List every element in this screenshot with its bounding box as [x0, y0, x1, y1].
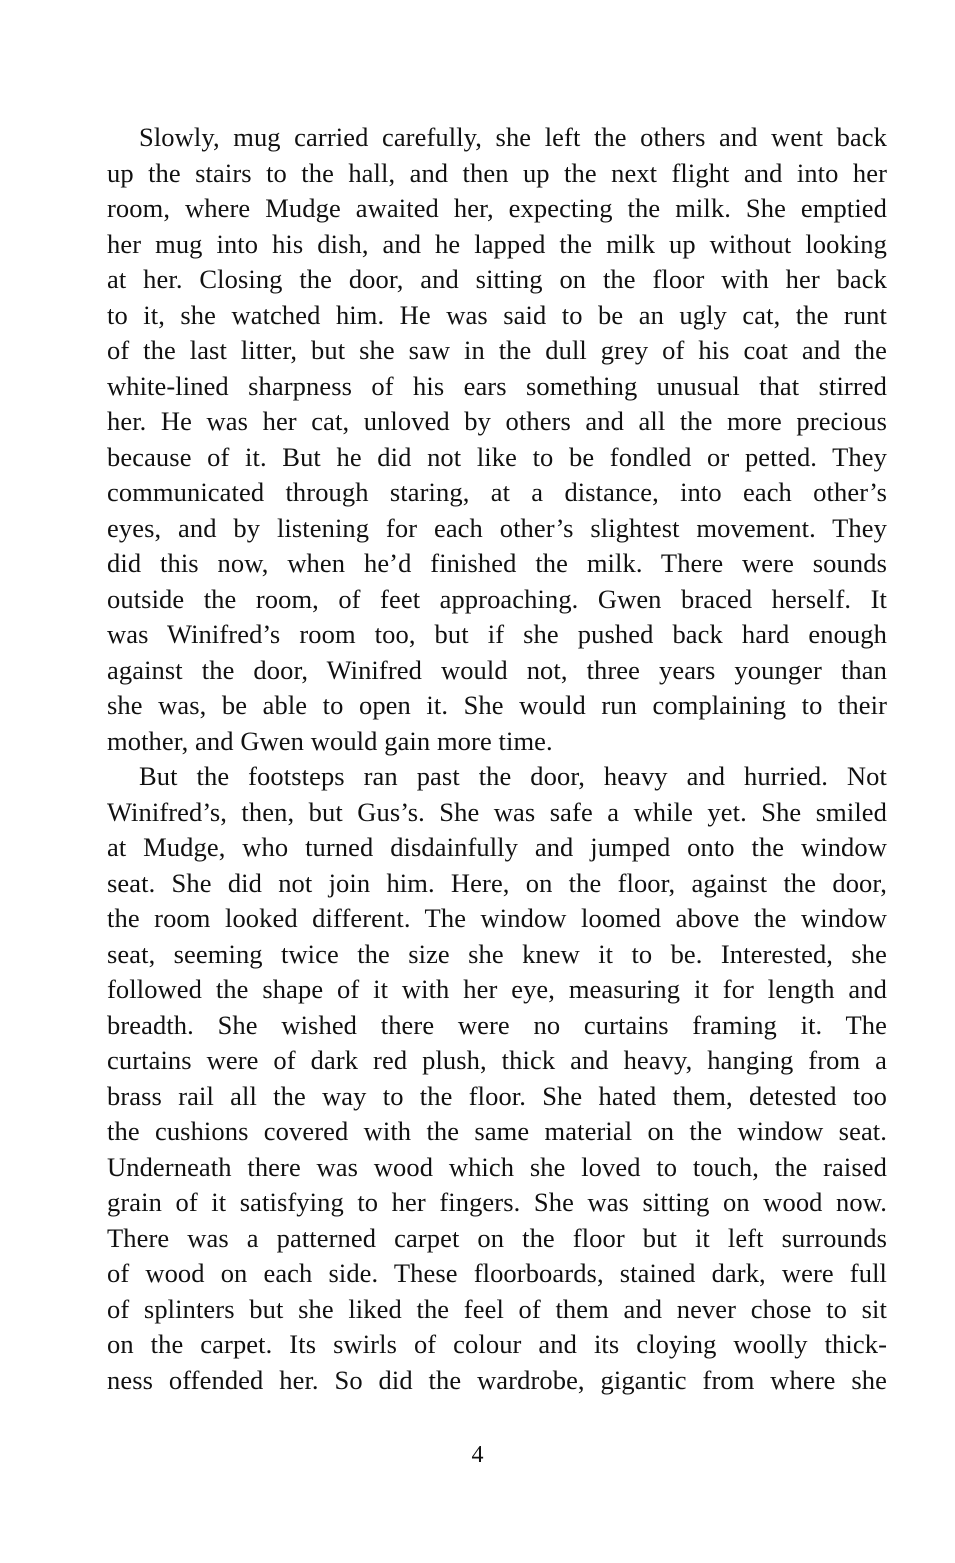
text-line: was Winifred’s room too, but if she pushed back hard enough	[107, 619, 887, 649]
text-line: at Mudge, who turned disdainfully and jumped onto the window	[107, 832, 887, 862]
text-line: room, where Mudge awaited her, expecting the milk. She emptied	[107, 193, 887, 223]
text-line: communicated through staring, at a distance, into each other’s	[107, 477, 887, 507]
text-line: at her. Closing the door, and sitting on the floor with her back	[107, 264, 887, 294]
text-line: seat, seeming twice the size she knew it to be. Interested, she	[107, 938, 887, 969]
text-line: Underneath there was wood which she loved to touch, the raised	[107, 1151, 887, 1182]
text-line: to it, she watched him. He was said to be an ugly cat, the runt	[107, 299, 887, 330]
text-line: because of it. But he did not like to be fondled or petted. They	[107, 441, 887, 472]
text-line: of the last litter, but she saw in the dull grey of his coat and the	[107, 335, 887, 365]
page-number: 4	[471, 1442, 484, 1468]
text-line: on the carpet. Its swirls of colour and its cloying woolly thick-	[107, 1329, 887, 1359]
text-line: brass rail all the way to the floor. She hated them, detested too	[107, 1080, 887, 1111]
text-line: against the door, Winifred would not, three years younger than	[107, 654, 887, 685]
text-line: Winifred’s, then, but Gus’s. She was safe a while yet. She smiled	[107, 796, 887, 827]
text-line: followed the shape of it with her eye, measuring it for length and	[107, 974, 887, 1004]
text-line: white-lined sharpness of his ears something unusual that stirred	[107, 370, 887, 401]
text-line: the room looked different. The window loomed above the window	[107, 903, 887, 933]
text-line: But the footsteps ran past the door, heavy and hurried. Not	[139, 761, 887, 791]
text-line: up the stairs to the hall, and then up the next flight and into her	[107, 157, 887, 188]
text-line: breadth. She wished there were no curtains framing it. The	[107, 1009, 887, 1040]
text-line: curtains were of dark red plush, thick and heavy, hanging from a	[107, 1045, 887, 1075]
text-line: of wood on each side. These floorboards, stained dark, were full	[107, 1258, 887, 1288]
text-line: ness offended her. So did the wardrobe, gigantic from where she	[107, 1364, 887, 1395]
text-line: the cushions covered with the same material on the window seat.	[107, 1116, 887, 1146]
text-line: seat. She did not join him. Here, on the floor, against the door,	[107, 867, 887, 898]
text-line: of splinters but she liked the feel of them and never chose to sit	[107, 1293, 887, 1324]
text-line: her mug into his dish, and he lapped the milk up without looking	[107, 228, 887, 259]
text-line: grain of it satisfying to her fingers. She was sitting on wood now.	[107, 1187, 887, 1217]
text-line: did this now, when he’d finished the milk. There were sounds	[107, 548, 887, 578]
text-line: eyes, and by listening for each other’s slightest movement. They	[107, 512, 887, 543]
text-line: Slowly, mug carried carefully, she left the others and went back	[139, 122, 887, 152]
body-text	[107, 120, 887, 1398]
text-line: her. He was her cat, unloved by others and all the more precious	[107, 406, 887, 436]
text-line: mother, and Gwen would gain more time.	[107, 725, 553, 756]
text-line: outside the room, of feet approaching. Gwen braced herself. It	[107, 583, 887, 614]
text-line: There was a patterned carpet on the floor but it left surrounds	[107, 1222, 887, 1253]
text-line: she was, be able to open it. She would run complaining to their	[107, 690, 887, 720]
